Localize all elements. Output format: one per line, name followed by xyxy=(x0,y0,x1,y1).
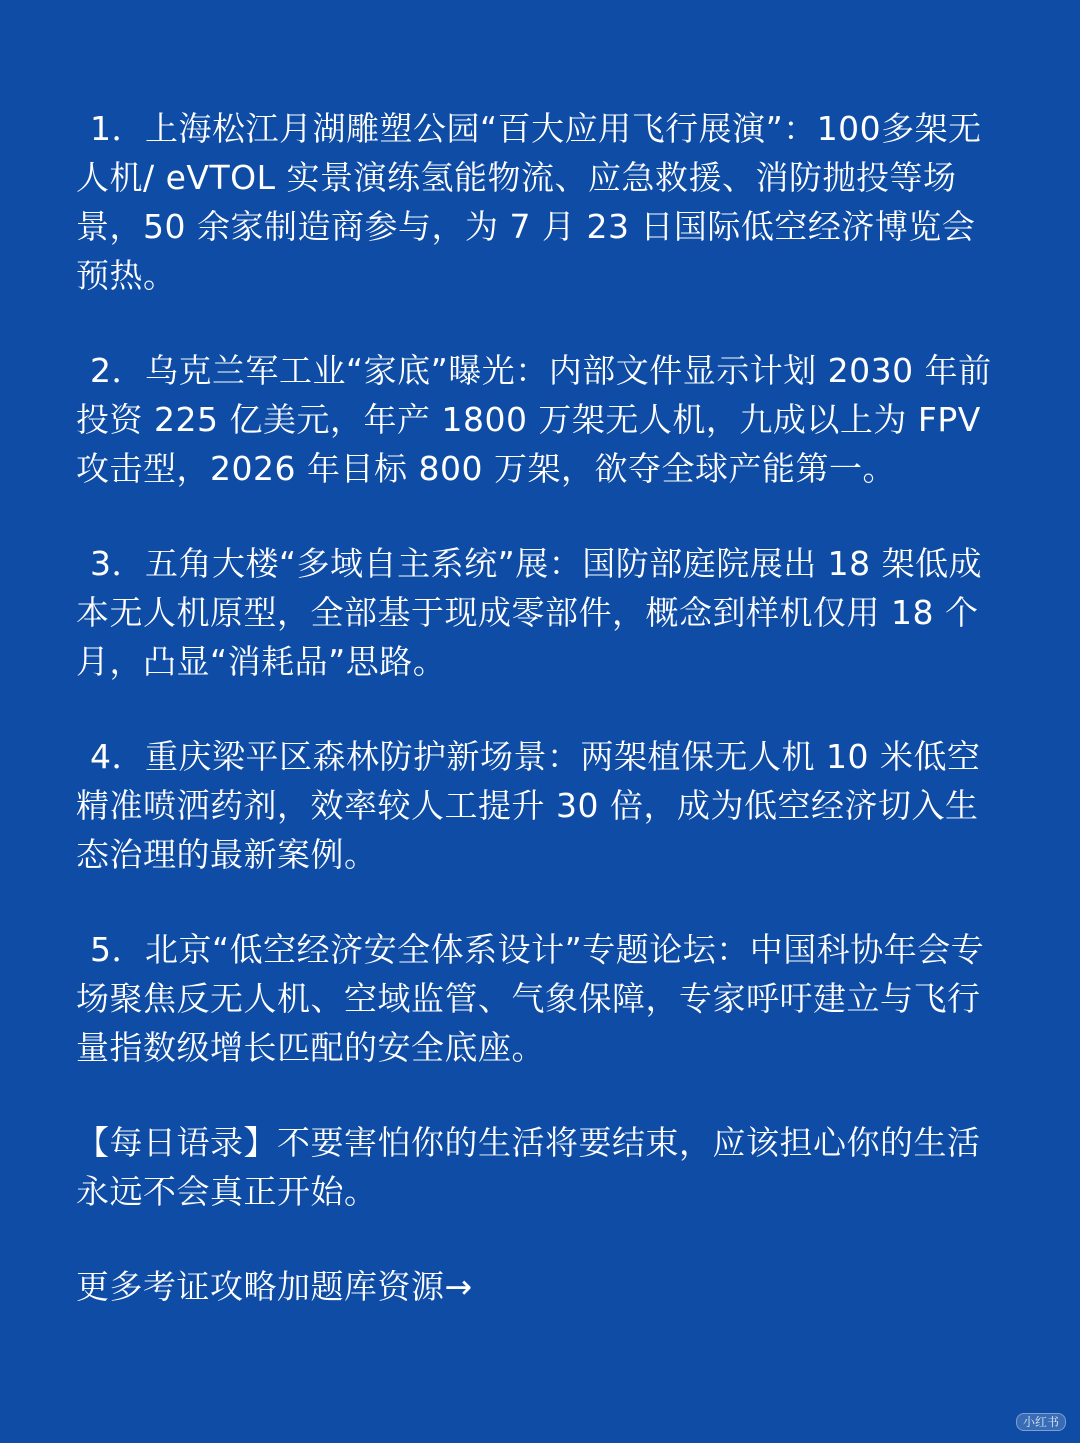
daily-quote: 【每日语录】不要害怕你的生活将要结束，应该担心你的生活永远不会真正开始。 xyxy=(76,1123,981,1211)
spacer xyxy=(76,1216,1006,1262)
news-item-2: 2．乌克兰军工业“家底”曝光：内部文件显示计划 2030 年前投资 225 亿美元，年产 1800 万架无人机，九成以上为 FPV 攻击型，2026 年目标 800 万架，欲夺全球产能第一。 xyxy=(76,351,992,488)
cta-link[interactable]: 更多考证攻略加题库资源→ xyxy=(76,1267,473,1306)
news-item-4: 4．重庆梁平区森林防护新场景：两架植保无人机 10 米低空精准喷洒药剂，效率较人工提升 30 倍，成为低空经济切入生态治理的最新案例。 xyxy=(76,737,981,874)
news-item-3: 3．五角大楼“多域自主系统”展：国防部庭院展出 18 架低成本无人机原型，全部基于现成零部件，概念到样机仅用 18 个月，凸显“消耗品”思路。 xyxy=(76,544,983,681)
watermark-logo: 小红书 xyxy=(1016,1413,1066,1431)
spacer xyxy=(76,879,1006,925)
spacer xyxy=(76,493,1006,539)
post-content xyxy=(76,104,1006,1311)
spacer xyxy=(76,1072,1006,1118)
news-item-1: 1．上海松江月湖雕塑公园“百大应用飞行展演”：100多架无人机/ eVTOL 实景演练氢能物流、应急救援、消防抛投等场景，50 余家制造商参与，为 7 月 23 日国际低空经济博览会预热。 xyxy=(76,109,982,295)
news-item-5: 5．北京“低空经济安全体系设计”专题论坛：中国科协年会专场聚焦反无人机、空域监管、气象保障，专家呼吁建立与飞行量指数级增长匹配的安全底座。 xyxy=(76,930,985,1067)
spacer xyxy=(76,300,1006,346)
spacer xyxy=(76,686,1006,732)
